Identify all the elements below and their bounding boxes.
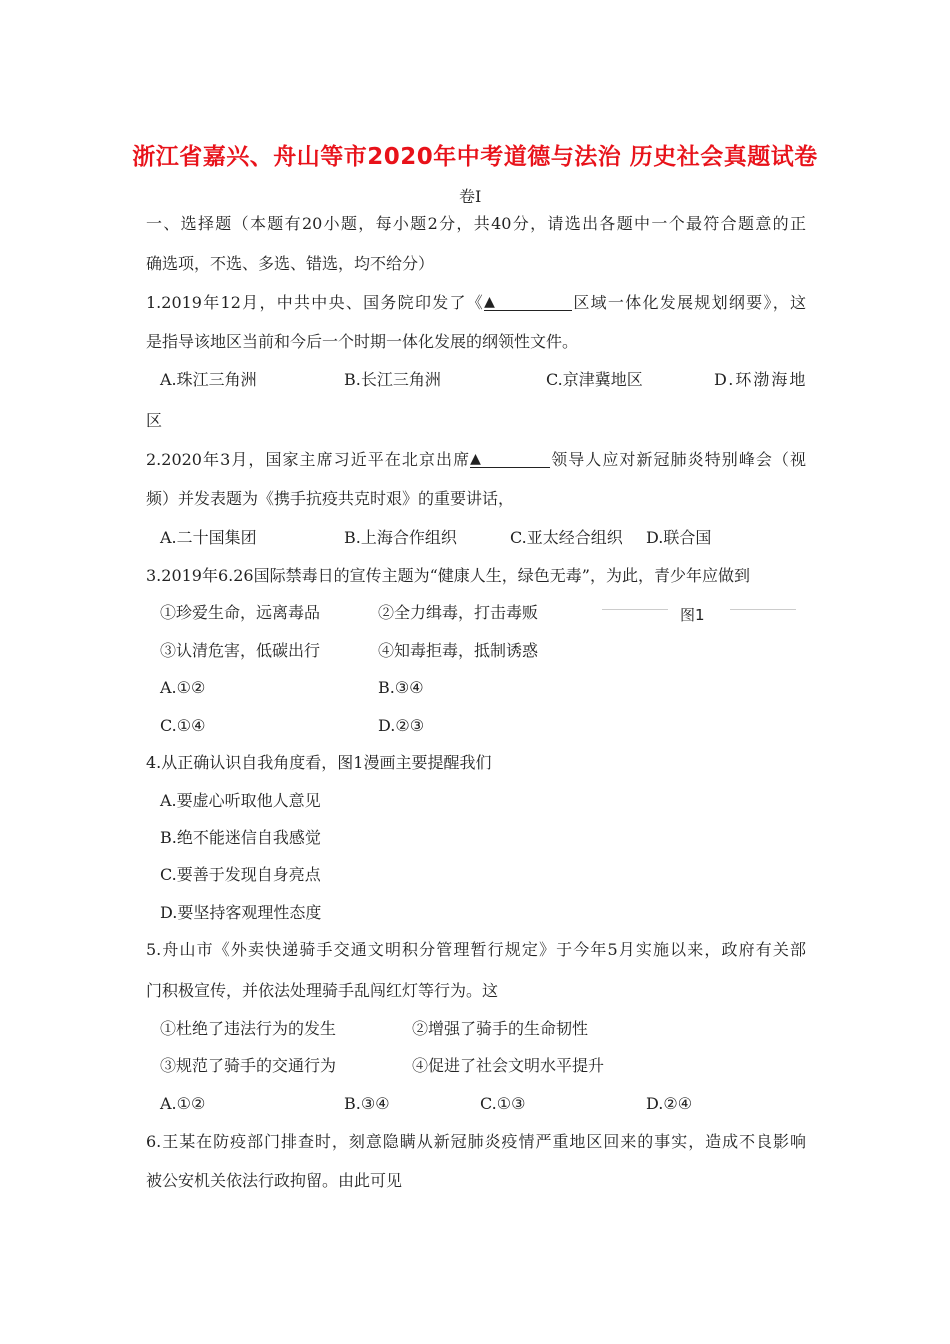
q5-item-2: ②增强了骑手的生命韧性 bbox=[412, 1019, 589, 1038]
q1-answer-blank bbox=[484, 292, 572, 311]
q4-option-c: C.要善于发现自身亮点 bbox=[160, 865, 321, 884]
q5-stem-line2: 门积极宣传，并依法处理骑手乱闯红灯等行为。这 bbox=[146, 981, 499, 1000]
figure-1-label: 图1 bbox=[680, 606, 705, 624]
q3-stem: 3.2019年6.26国际禁毒日的宣传主题为“健康人生，绿色无毒”，为此，青少年应做到 bbox=[146, 566, 750, 585]
q5-item-3: ③规范了骑手的交通行为 bbox=[160, 1056, 337, 1075]
q1-option-d: D.环渤海地 bbox=[714, 370, 808, 389]
blank-triangle-marker: ▲ bbox=[470, 451, 481, 467]
q3-item-4: ④知毒拒毒，抵制诱惑 bbox=[378, 641, 539, 660]
q5-option-b: B.③④ bbox=[344, 1094, 390, 1113]
q3-item-2: ②全力缉毒，打击毒贩 bbox=[378, 603, 539, 622]
q2-stem-a: 2.2020年3月，国家主席习近平在北京出席 bbox=[146, 450, 471, 469]
q1-option-a: A.珠江三角洲 bbox=[160, 370, 257, 389]
q2-stem-b: 领导人应对新冠肺炎特别峰会（视 bbox=[550, 450, 806, 469]
q1-option-c: C.京津冀地区 bbox=[546, 370, 643, 389]
q2-stem-line1 bbox=[146, 449, 806, 471]
q4-stem: 4.从正确认识自我角度看，图1漫画主要提醒我们 bbox=[146, 753, 492, 772]
page-title: 浙江省嘉兴、舟山等市2020年中考道德与法治 历史社会真题试卷 bbox=[132, 144, 818, 170]
q1-stem-b: 区域一体化发展规划纲要》，这 bbox=[572, 293, 806, 312]
blank-triangle-marker: ▲ bbox=[484, 294, 495, 310]
q3-option-d: D.②③ bbox=[378, 716, 425, 735]
q2-stem-line2: 频）并发表题为《携手抗疫共克时艰》的重要讲话， bbox=[146, 489, 515, 508]
figure-rule-left bbox=[602, 609, 668, 610]
q5-item-4: ④促进了社会文明水平提升 bbox=[412, 1056, 605, 1075]
q5-option-a: A.①② bbox=[160, 1094, 206, 1113]
q6-stem-line1: 6.王某在防疫部门排查时，刻意隐瞒从新冠肺炎疫情严重地区回来的事实，造成不良影响 bbox=[146, 1132, 806, 1151]
q2-answer-blank bbox=[470, 449, 550, 468]
q5-option-c: C.①③ bbox=[480, 1094, 526, 1113]
q1-stem-line1 bbox=[146, 292, 806, 314]
section-intro-line2: 确选项，不选、多选、错选，均不给分） bbox=[146, 254, 435, 273]
q3-option-a: A.①② bbox=[160, 678, 206, 697]
q4-option-a: A.要虚心听取他人意见 bbox=[160, 791, 321, 810]
figure-rule-right bbox=[730, 609, 796, 610]
q3-option-b: B.③④ bbox=[378, 678, 424, 697]
q3-option-c: C.①④ bbox=[160, 716, 206, 735]
q1-option-b: B.长江三角洲 bbox=[344, 370, 441, 389]
q5-item-1: ①杜绝了违法行为的发生 bbox=[160, 1019, 337, 1038]
q2-option-c: C.亚太经合组织 bbox=[510, 528, 623, 547]
q6-stem-line2: 被公安机关依法行政拘留。由此可见 bbox=[146, 1171, 403, 1190]
q3-item-3: ③认清危害，低碳出行 bbox=[160, 641, 321, 660]
q2-option-d: D.联合国 bbox=[646, 528, 712, 547]
q3-item-1: ①珍爱生命，远离毒品 bbox=[160, 603, 321, 622]
q4-option-b: B.绝不能迷信自我感觉 bbox=[160, 828, 321, 847]
q1-stem-a: 1.2019年12月，中共中央、国务院印发了《 bbox=[146, 293, 485, 312]
q4-option-d: D.要坚持客观理性态度 bbox=[160, 903, 322, 922]
q5-stem-line1: 5.舟山市《外卖快递骑手交通文明积分管理暂行规定》于今年5月实施以来，政府有关部 bbox=[146, 940, 806, 959]
q1-stem-line2: 是指导该地区当前和今后一个时期一体化发展的纲领性文件。 bbox=[146, 332, 579, 351]
volume-label: 卷I bbox=[459, 187, 482, 206]
q2-option-b: B.上海合作组织 bbox=[344, 528, 457, 547]
q2-option-a: A.二十国集团 bbox=[160, 528, 257, 547]
section-intro-line1: 一、选择题（本题有20小题，每小题2分，共40分，请选出各题中一个最符合题意的正 bbox=[146, 214, 806, 233]
q1-option-d-continued: 区 bbox=[146, 411, 163, 430]
q5-option-d: D.②④ bbox=[646, 1094, 693, 1113]
